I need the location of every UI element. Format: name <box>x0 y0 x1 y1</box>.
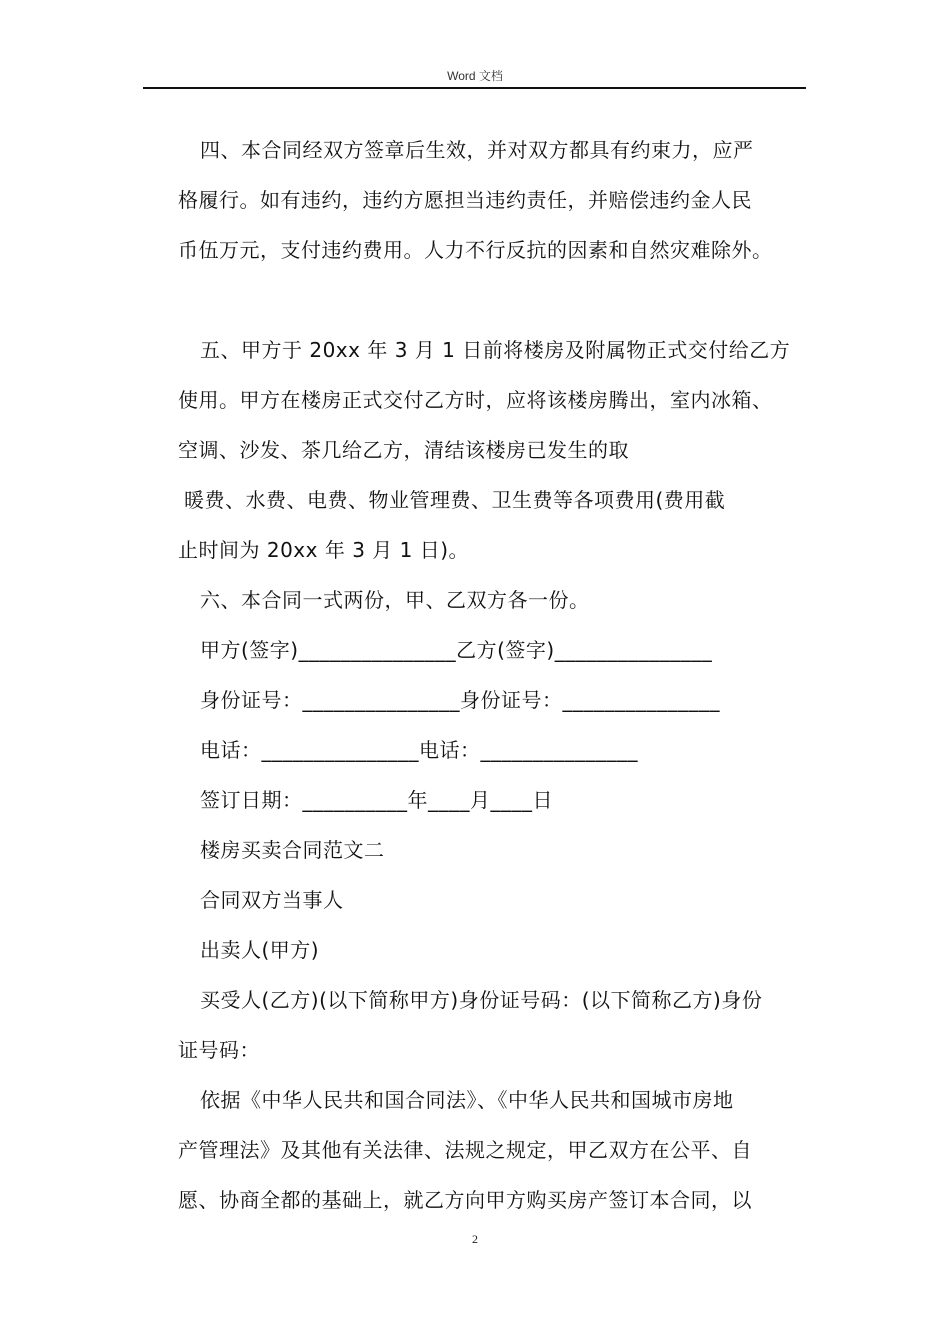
paragraph-line: 产管理法》及其他有关法律、法规之规定，甲乙双方在公平、自 <box>178 1138 752 1162</box>
paragraph-line: 证号码： <box>178 1038 260 1062</box>
paragraph-line: 四、本合同经双方签章后生效，并对双方都具有约束力，应严 <box>200 138 754 162</box>
paragraph-line: 使用。甲方在楼房正式交付乙方时，应将该楼房腾出，室内冰箱、 <box>178 388 773 412</box>
paragraph-line: 币伍万元，支付违约费用。人力不行反抗的因素和自然灾难除外。 <box>178 238 773 262</box>
paragraph-line: 空调、沙发、茶几给乙方，清结该楼房已发生的取 <box>178 438 629 462</box>
section-heading: 楼房买卖合同范文二 <box>200 838 385 862</box>
paragraph-line: 出卖人(甲方) <box>200 938 320 962</box>
paragraph-line: 六、本合同一式两份，甲、乙双方各一份。 <box>200 588 590 612</box>
paragraph-line: 止时间为 20xx 年 3 月 1 日)。 <box>178 538 470 562</box>
signature-line-date: 签订日期：__________年____月____日 <box>200 788 553 812</box>
header-divider <box>143 87 806 89</box>
paragraph-line: 买受人(乙方)(以下简称甲方)身份证号码：(以下简称乙方)身份 <box>200 988 763 1012</box>
paragraph-line: 依据《中华人民共和国合同法》、《中华人民共和国城市房地 <box>200 1088 734 1112</box>
paragraph-line: 格履行。如有违约，违约方愿担当违约责任，并赔偿违约金人民 <box>178 188 752 212</box>
signature-line-party: 甲方(签字)_______________乙方(签字)_______________ <box>200 638 713 662</box>
document-header-title: Word 文档 <box>447 69 503 83</box>
paragraph-line: 愿、协商全都的基础上，就乙方向甲方购买房产签订本合同，以 <box>178 1188 752 1212</box>
signature-line-phone: 电话：_______________电话：_______________ <box>200 738 638 762</box>
page-number: 2 <box>472 1232 478 1246</box>
signature-line-id: 身份证号：_______________身份证号：_______________ <box>200 688 720 712</box>
paragraph-line: 暖费、水费、电费、物业管理费、卫生费等各项费用(费用截 <box>184 488 726 512</box>
paragraph-line: 合同双方当事人 <box>200 888 344 912</box>
paragraph-line: 五、甲方于 20xx 年 3 月 1 日前将楼房及附属物正式交付给乙方 <box>200 338 791 362</box>
